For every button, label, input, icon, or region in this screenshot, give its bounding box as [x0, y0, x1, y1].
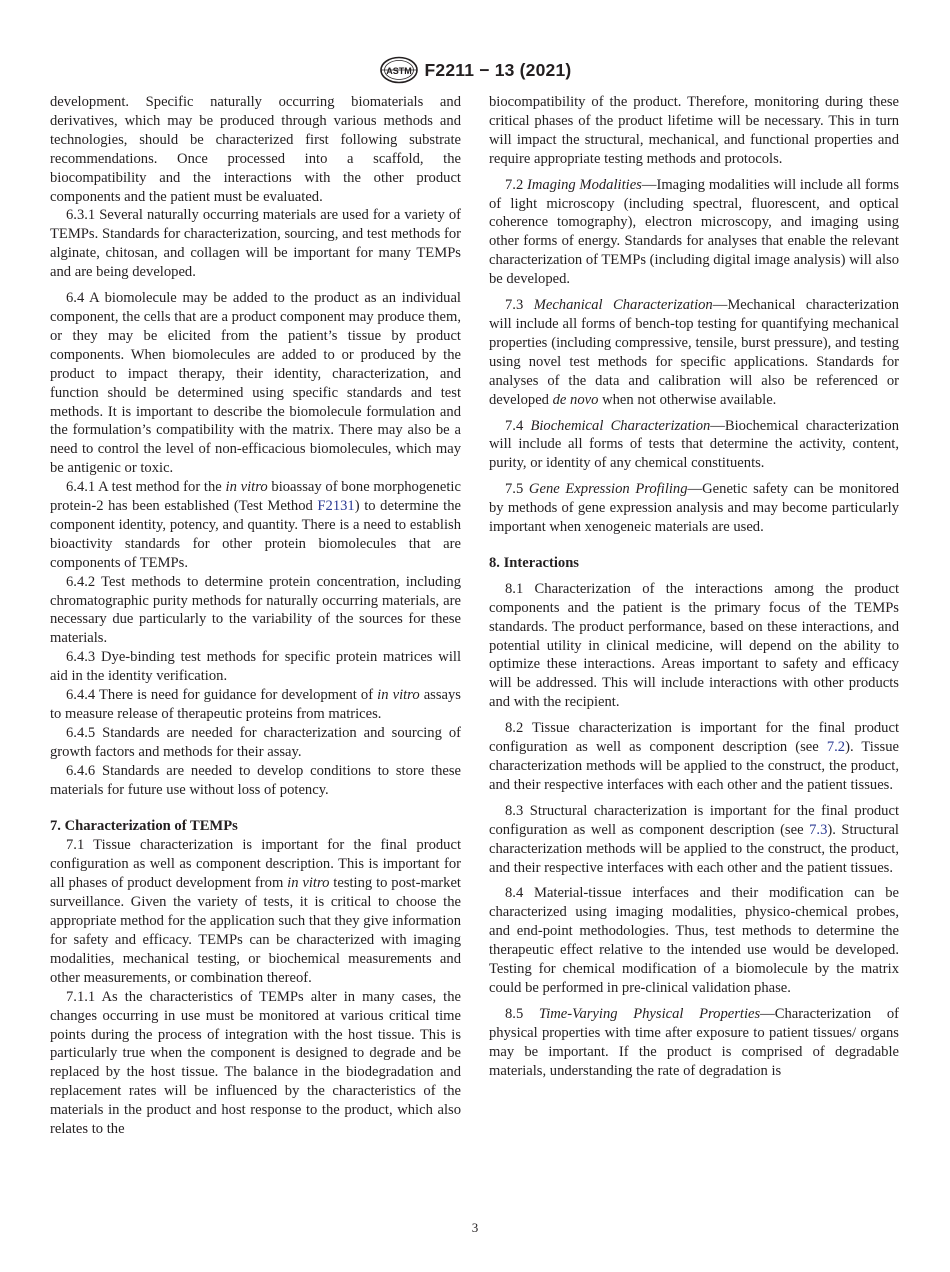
paragraph-7-5: 7.5 Gene Expression Profiling—Genetic safety can be monitored by methods of gene expression analysis and may become particularly important when xenogeneic materials are used. [489, 481, 900, 536]
standard-designation: F2211 − 13 (2021) [424, 59, 572, 80]
paragraph-8-3: 8.3 Structural characterization is important for the final product configuration as well as component description (see 7.3). Structural characterization methods will be applied to the construct, the product, and their respective interfaces with each other and the patient tissues. [489, 802, 899, 876]
page-header [0, 56, 950, 84]
paragraph-8-5: 8.5 Time-Varying Physical Properties—Characterization of physical properties with time after exposure to patient tissues/ organs may be important. If the product is comprised of degradable materials, understanding the rate of degradation is [489, 1005, 900, 1079]
paragraph-6-4-5: 6.4.5 Standards are needed for characterization and sourcing of growth factors and methods for their assay. [50, 724, 461, 760]
paragraph-6-4-4: 6.4.4 There is need for guidance for development of in vitro assays to measure release of therapeutic proteins from matrices. [50, 687, 461, 722]
paragraph-6-4-6: 6.4.6 Standards are needed to develop conditions to store these materials for future use without loss of potency. [50, 762, 461, 798]
right-column [489, 93, 899, 1081]
left-column [50, 93, 461, 1139]
paragraph-6-4-2: 6.4.2 Test methods to determine protein concentration, including chromatographic purity methods for naturally occurring materials, are necessary due particularly to the variability of the sources for these materials. [50, 573, 461, 647]
paragraph-6-3-1: 6.3.1 Several naturally occurring materials are used for a variety of TEMPs. Standards for characterization, sourcing, and test methods for alginate, chitosan, and collagen will be important for many TEMPs and are being developed. [50, 207, 461, 281]
reference-link-7-3[interactable]: 7.3 [809, 821, 828, 838]
paragraph-7-2: 7.2 Imaging Modalities—Imaging modalities will include all forms of light microscopy (including spectral, fluorescent, and optical coherence tomography), electron microscopy, and imaging using other forms of energy. Standards for analyses that enable the relevant characterization of TEMPs (including digital image analysis) will also be developed. [489, 176, 900, 288]
paragraph-7-3: 7.3 Mechanical Characterization—Mechanical characterization will include all forms of bench-top testing for quantifying mechanical properties (including compressive, tensile, burst pressure), and testing using novel test methods for specific applications. Standards for analyses of the data and calibration will also be referenced or developed de novo when not otherwise available. [489, 297, 899, 408]
paragraph-8-1: 8.1 Characterization of the interactions among the product components and the patient is the primary focus of the TEMPs standards. The product performance, based on these interactions, and potential utility in clinical medicine, will depend on the ability to optimize these interactions. Areas important to safety and efficacy will be addressed. This will include interactions with other products and with the recipient. [489, 580, 899, 711]
paragraph-8-2: 8.2 Tissue characterization is important for the final product configuration as well as component description (see 7.2). Tissue characterization methods will be applied to the construct, the product, and their respective interfaces with each other and the patient tissues. [489, 720, 899, 793]
section-heading-7: 7. Characterization of TEMPs [50, 817, 238, 834]
section-heading-8: 8. Interactions [489, 554, 579, 571]
paragraph-7-1-1: 7.1.1 As the characteristics of TEMPs alter in many cases, the changes occurring in use must be monitored at various critical time points during the process of integration with the host tissue. This is particularly true when the component is designed to degrade and be replaced by the host tissue. The balance in the biodegradation and replacement rates will be influenced by the characteristics of the materials in the product and host response to the product, which also relates to the [50, 988, 461, 1138]
reference-link-f2131[interactable]: F2131 [317, 498, 355, 515]
paragraph-continued: development. Specific naturally occurring biomaterials and derivatives, which may be produced through various methods and technologies, should be characterized first following substrate recommendations. Once processed into a scaffold, the biocompatibility and the interactions with the other product components and the patient must be evaluated. [50, 94, 461, 205]
page-number: 3 [471, 1220, 479, 1235]
paragraph-7-1: 7.1 Tissue characterization is important for the final product configuration as well as component description. This is important for all phases of product development from in vitro testing to post-market surveillance. Given the variety of tests, it is critical to choose the appropriate method for the application such that they give information for safety and efficacy. TEMPs can be characterized with imaging modalities, mechanical testing, or biochemical measurements and other measurements, or combination thereof. [50, 837, 461, 986]
svg-text:ASTM: ASTM [385, 66, 412, 76]
paragraph-6-4: 6.4 A biomolecule may be added to the product as an individual component, the cells that are a product component may produce them, or they may be elicited from the patient’s tissue by product components. When biomolecules are added to or produced by the product to impact therapy, their identity, characterization, and function should be determined using specific standards and test methods. It is important to describe the biomolecule formulation and the formulation’s compatibility with the matrix. There may also be a need to control the level of non-efficacious biomolecules, which may be antigenic or toxic. [50, 290, 461, 477]
paragraph-continued-right: biocompatibility of the product. Therefore, monitoring during these critical phases of the product lifetime will be necessary. This in turn will impact the structural, mechanical, and functional properties and require appropriate testing methods and protocols. [489, 94, 899, 167]
astm-logo-icon [379, 56, 419, 84]
paragraph-6-4-3: 6.4.3 Dye-binding test methods for specific protein matrices will aid in the identity verification. [50, 649, 461, 685]
paragraph-6-4-1: 6.4.1 A test method for the in vitro bioassay of bone morphogenetic protein-2 has been established (Test Method F2131) to determine the component identity, potency, and quantity. There is a need to establish bioactivity standards for other protein biomolecules that are components of TEMPs. [50, 479, 461, 571]
reference-link-7-2[interactable]: 7.2 [826, 739, 846, 756]
paragraph-8-4: 8.4 Material-tissue interfaces and their modification can be characterized using imaging modalities, physico-chemical probes, and end-point methodologies. Thus, test methods to determine the therapeutic effect relative to the intended use would be developed. Testing for chemical modification of a biomolecule by the matrix could be performed in pre-clinical validation phase. [489, 885, 899, 996]
paragraph-7-4: 7.4 Biochemical Characterization—Biochemical characterization will include all forms of tests that determine the activity, content, purity, or identity of any chemical constituents. [489, 417, 899, 472]
